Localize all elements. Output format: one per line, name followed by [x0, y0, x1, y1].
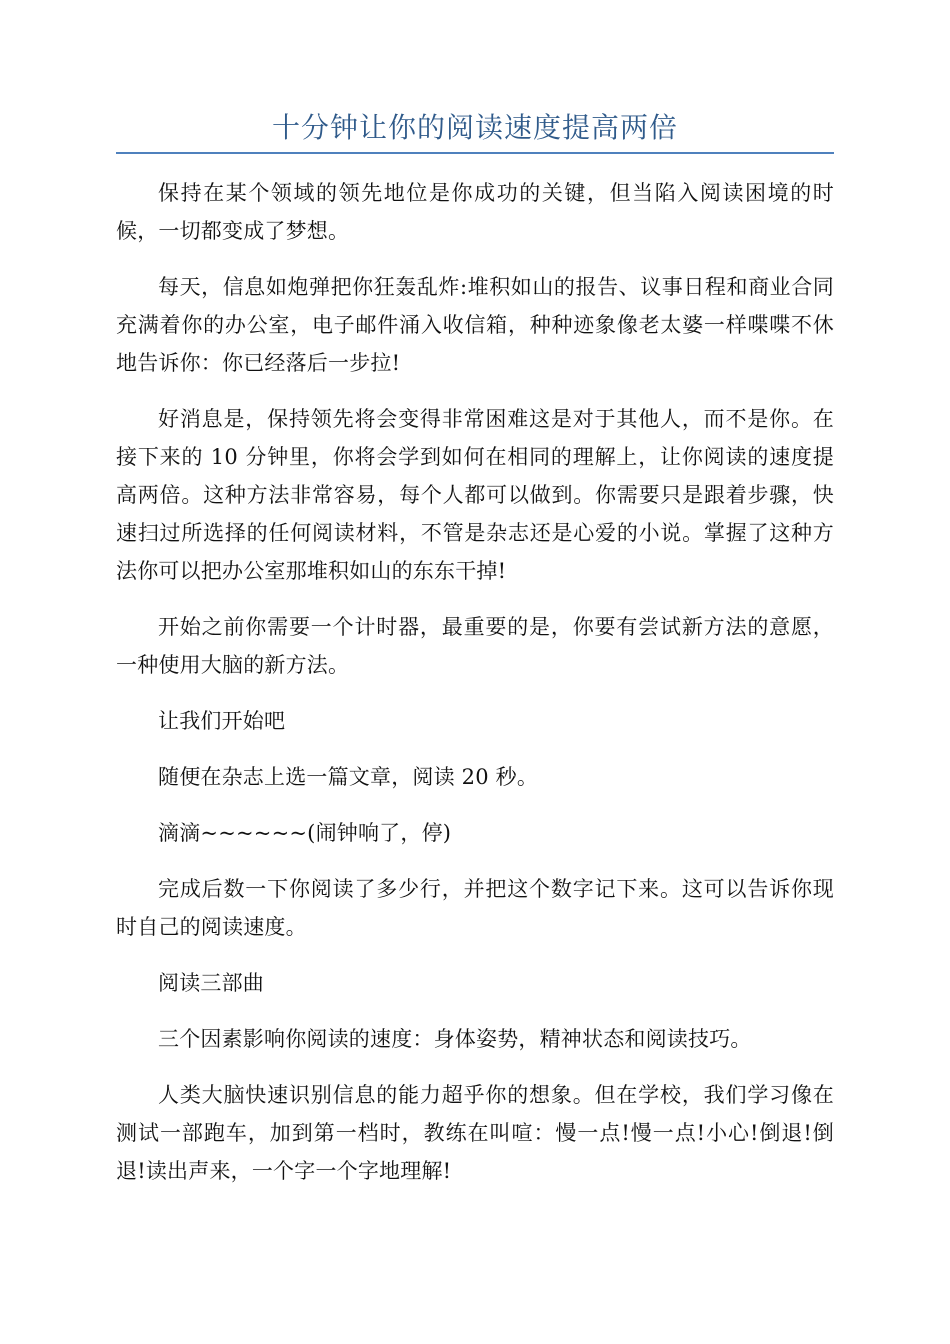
title-underline: [116, 152, 834, 154]
paragraph: 人类大脑快速识别信息的能力超乎你的想象。但在学校，我们学习像在测试一部跑车，加到第一档时，教练在叫喧：慢一点!慢一点!小心!倒退!倒退!读出声来，一个字一个字地理解!: [116, 1083, 834, 1183]
paragraph: 开始之前你需要一个计时器，最重要的是，你要有尝试新方法的意愿，一种使用大脑的新方法。: [116, 615, 834, 677]
paragraph: 三个因素影响你阅读的速度：身体姿势，精神状态和阅读技巧。: [158, 1027, 752, 1051]
paragraph: 随便在杂志上选一篇文章，阅读 20 秒。: [158, 765, 539, 789]
document-title: 十分钟让你的阅读速度提高两倍: [271, 111, 678, 144]
section-heading: 让我们开始吧: [158, 709, 286, 733]
paragraph: 保持在某个领域的领先地位是你成功的关键，但当陷入阅读困境的时候，一切都变成了梦想。: [116, 181, 834, 243]
paragraph: 完成后数一下你阅读了多少行，并把这个数字记下来。这可以告诉你现时自己的阅读速度。: [116, 877, 834, 939]
paragraph: 滴滴~~~~~~(闹钟响了，停): [158, 821, 452, 845]
section-heading: 阅读三部曲: [158, 971, 264, 995]
paragraph: 好消息是，保持领先将会变得非常困难这是对于其他人，而不是你。在接下来的 10 分钟里，你将会学到如何在相同的理解上，让你阅读的速度提高两倍。这种方法非常容易，每个人都可以做到。你需要只是跟着步骤，快速扫过所选择的任何阅读材料，不管是杂志还是心爱的小说。掌握了这种方法你可以把办公室那堆积如山的东东干掉!: [116, 407, 834, 583]
paragraph: 每天，信息如炮弹把你狂轰乱炸:堆积如山的报告、议事日程和商业合同充满着你的办公室，电子邮件涌入收信箱，种种迹象像老太婆一样喋喋不休地告诉你：你已经落后一步拉!: [116, 275, 834, 375]
document-page: [116, 108, 834, 1208]
